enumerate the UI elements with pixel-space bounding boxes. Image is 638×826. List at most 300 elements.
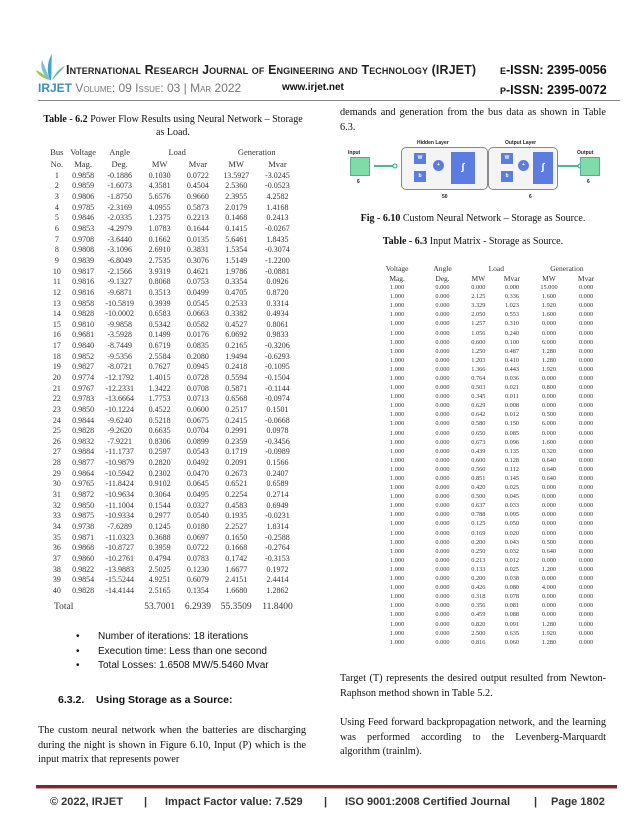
table-cell: 0.000 [435,438,450,446]
table-cell: 0.000 [435,484,450,492]
table-cell: 0.060 [504,638,520,646]
table-cell: 0.050 [504,520,520,528]
table-cell: 0.3939 [148,298,171,308]
table-cell: 0.0545 [186,298,209,308]
table-cell: 0.000 [541,374,557,382]
table-cell: 1.9494 [225,351,248,361]
table-row [372,619,604,628]
output-node [580,157,600,176]
table-cell: 0.310 [504,320,520,328]
table-cell: -11.0323 [105,532,134,542]
table-cell: 0.600 [471,338,486,346]
table-cell: 2.3955 [225,192,248,202]
table-cell: -10.5819 [105,298,134,308]
table-cell: 0.9868 [72,543,95,553]
output-size: 6 [587,179,590,185]
bullet-iterations: • Number of iterations: 18 iterations [68,630,308,645]
column-header: Mvar [503,273,521,283]
table-cell: 36 [52,543,61,553]
table-cell: 0.000 [578,629,594,637]
table-cell: 0.2359 [225,436,248,446]
table-cell: 0.000 [578,575,594,583]
table-cell: 0.0978 [266,426,289,436]
power-flow-results-table [48,146,298,618]
table-cell: 0.5594 [225,372,248,382]
table-cell: -9.9858 [107,319,132,329]
table-cell: 0.9860 [72,553,95,563]
table-cell: 0.000 [435,293,450,301]
table-cell: 15.000 [540,284,558,292]
table-cell: 0.6589 [266,479,289,489]
pissn: p-ISSN: 2395-0072 [500,83,607,97]
table-row [48,191,298,202]
table-cell: 40 [52,585,61,595]
table-row [372,383,604,392]
table-row [48,415,298,426]
output-sum-icon: + [518,160,529,171]
table-cell: -1.8750 [107,192,132,202]
table-cell: 0.3688 [148,532,171,542]
table-cell: 0.1719 [225,447,248,457]
table-row [48,447,298,458]
table-row [48,351,298,362]
table-cell: 1.000 [390,311,405,319]
hidden-sum-icon: + [433,160,444,171]
table-row [372,338,604,347]
table-cell: 0.000 [435,347,450,355]
hidden-activation-icon: ∫ [451,152,475,184]
table-cell: 0.4504 [186,181,209,191]
table-cell: 0.000 [435,611,450,619]
table-cell: -10.8727 [105,543,134,553]
table-cell: 15 [52,319,61,329]
table-cell: 0.1230 [186,564,209,574]
column-header: Mvar [577,273,595,283]
table-cell: 0.580 [471,420,486,428]
hidden-layer-label: Hidden Layer [417,140,449,146]
table-cell: 0.000 [578,302,594,310]
table-cell: 0.240 [504,329,520,337]
table-cell: 0.1415 [225,224,248,234]
table-cell: 0.8306 [148,436,171,446]
table-cell: 1.6680 [225,585,248,595]
total-label: Total [54,601,74,612]
table-cell: 0.9810 [72,319,95,329]
table-cell: 0.4583 [225,500,248,510]
table-cell: 0.9828 [72,426,95,436]
footer-separator: | [324,796,328,808]
table-cell: 0.9660 [186,192,209,202]
table-cell: 0.0675 [186,415,209,425]
table-cell: -0.6293 [265,351,290,361]
table-cell: -9.2620 [107,426,132,436]
table-cell: 35 [52,532,61,542]
table-cell: 0.9806 [72,192,95,202]
output-label: Output [577,150,594,156]
table-cell: 0.000 [578,374,594,382]
table-cell: 0.9859 [72,181,95,191]
table-cell: 1.000 [390,429,405,437]
table-cell: 0.9853 [72,224,95,234]
table-cell: 1.366 [471,365,486,373]
table-cell: 0.9785 [72,202,95,212]
table-cell: 0.000 [541,484,557,492]
table-cell: 0.6079 [186,575,209,585]
table-cell: 0.000 [435,638,450,646]
right-paragraph-1: demands and generation from the bus data as shown in Table 6.3. [340,107,606,133]
table-cell: -0.0989 [265,447,290,457]
table-cell: -11.1737 [105,447,134,457]
table-cell: 0.0492 [186,458,209,468]
irjet-logo-icon [36,52,66,82]
table-cell: 0.1668 [225,543,248,553]
table-cell: 7 [54,234,59,244]
table-cell: 0.133 [471,565,486,573]
table-cell: 0.560 [471,465,486,473]
table-cell: 0.000 [578,365,594,373]
table-cell: 0.640 [541,456,557,464]
table-cell: 17 [52,341,61,351]
table-row [48,532,298,543]
table-cell: 23 [52,404,61,414]
table-cell: 0.1662 [148,234,171,244]
table-cell: 9 [54,255,59,265]
table-row [48,362,298,373]
table-row [372,319,604,328]
table-cell: 0.000 [435,402,450,410]
table-cell: 1.000 [390,329,405,337]
table-cell: 0.250 [471,547,486,555]
table-cell: 4.2582 [266,192,289,202]
table-cell: 0.0835 [186,341,209,351]
table-cell: 0.000 [435,465,450,473]
table-cell: 1.000 [390,365,405,373]
table-row [48,585,298,596]
table-cell: 0.000 [578,538,594,546]
table-cell: 0.650 [471,429,486,437]
table-cell: 1.000 [390,511,405,519]
table-cell: 0.000 [541,611,557,619]
table-cell: 0.000 [435,556,450,564]
table-cell: 38 [52,564,61,574]
table-cell: 1.000 [390,547,405,555]
table-cell: 0.4522 [148,404,171,414]
column-header: Deg. [111,159,128,169]
table-cell: 0.0327 [186,500,209,510]
table-cell: 0.642 [471,411,486,419]
table-cell: 34 [52,521,61,531]
table-cell: 0.000 [578,293,594,301]
table-cell: 0.033 [504,502,520,510]
table-cell: 2.0179 [225,202,248,212]
table-cell: 0.8068 [148,277,171,287]
section-paragraph: The custom neural network when the batteries are discharging during the night is shown in Figure 6.10, Input (P) which is the input matrix that represents power [38,725,306,765]
table-cell: 1.000 [390,529,405,537]
table-cell: 0.000 [578,447,594,455]
table-row [48,223,298,234]
table-cell: 22 [52,394,61,404]
table-cell: 0.112 [504,465,519,473]
table-cell: 0.9783 [72,394,95,404]
table-cell: 0.080 [504,584,520,592]
table-cell: -0.1504 [265,372,290,382]
table-cell: 3 [54,192,59,202]
table-cell: 32 [52,500,61,510]
table-cell: -12.1792 [105,372,134,382]
table-cell: 0.3959 [148,543,171,553]
table-cell: 6 [54,224,59,234]
total-value: 6.2939 [184,601,211,612]
table-cell: 0.043 [504,538,520,546]
table-cell: -14.4144 [105,585,134,595]
table-cell: 2.125 [471,293,486,301]
table-cell: 0.0722 [186,170,209,180]
table-row [372,365,604,374]
table-cell: 0.000 [504,284,520,292]
table-cell: 0.0753 [186,277,209,287]
table-cell: 1.920 [541,629,557,637]
table-cell: 0.9808 [72,245,95,255]
table-cell: 0.045 [504,493,520,501]
eissn: e-ISSN: 2395-0056 [500,63,607,77]
table-cell: 0.008 [504,402,520,410]
table-cell: 2.5360 [225,181,248,191]
table-cell: 0.439 [471,447,486,455]
table-cell: 0.9872 [72,490,95,500]
table-row [372,301,604,310]
volume-text: Volume: 09 Issue: 03 | Mar 2022 [75,81,242,95]
table-cell: 0.3064 [148,490,171,500]
table-cell: 1.2862 [266,585,289,595]
table-row [48,319,298,330]
table-cell: 0.9844 [72,415,95,425]
table-cell: 0.4794 [148,553,171,563]
table-cell: 1.000 [390,638,405,646]
table-cell: 0.9817 [72,266,95,276]
table-cell: 0.443 [504,365,520,373]
table-cell: 0.9833 [266,330,289,340]
table-cell: 0.0926 [266,277,289,287]
table-row [48,298,298,309]
table-cell: 0.8720 [266,287,289,297]
table-cell: 0.0176 [186,330,209,340]
table-cell: 0.000 [435,356,450,364]
table-cell: 0.2714 [266,490,289,500]
table-cell: 1.920 [541,365,557,373]
table-cell: 0.000 [435,593,450,601]
table-cell: 5.6576 [148,192,171,202]
table-cell: 1.056 [471,329,486,337]
table-cell: -0.1144 [265,383,290,393]
table-cell: 0.000 [578,384,594,392]
table-cell: -9.6240 [107,415,132,425]
table-cell: -0.3206 [265,341,290,351]
header-row [372,263,604,273]
table-cell: 0.000 [578,493,594,501]
table-cell: -0.0523 [265,181,290,191]
table-cell: 5 [54,213,59,223]
table-cell: 25 [52,426,61,436]
table-cell: 0.081 [504,602,520,610]
table-cell: 0.9858 [72,298,95,308]
right-paragraph-2: Target (T) represents the desired output resulted from Newton-Raphson method shown in Table 5.2. [340,673,606,699]
table-cell: 0.0708 [186,383,209,393]
table-cell: 0.038 [504,575,520,583]
table-cell: 39 [52,575,61,585]
table-cell: 1.000 [390,584,405,592]
table-cell: 0.7627 [148,362,171,372]
table-row [372,283,604,292]
table-cell: 0.000 [541,393,557,401]
table-cell: 1.023 [504,302,520,310]
table-cell: 0.6635 [148,426,171,436]
table-cell: 0.096 [504,438,520,446]
table-row [372,519,604,528]
table-cell: 0.820 [471,620,486,628]
table-row [372,601,604,610]
table-cell: 0.125 [471,520,486,528]
table-cell: 0.000 [578,611,594,619]
table-cell: -10.5942 [105,468,134,478]
table-cell: 0.9877 [72,458,95,468]
table-cell: -3.6440 [107,234,132,244]
table-cell: -10.2761 [105,553,134,563]
output-layer-label: Output Layer [505,140,537,146]
column-group-header: Generation [550,263,584,273]
table-row [372,547,604,556]
table-cell: 2.2527 [225,521,248,531]
table-cell: 0.9765 [72,479,95,489]
table-cell: 1.000 [390,384,405,392]
table-cell: 5.6461 [225,234,248,244]
table-cell: 0.000 [578,411,594,419]
table-cell: 29 [52,468,61,478]
table-cell: 0.000 [578,438,594,446]
table-cell: 0.5873 [186,202,209,212]
table-label: Table - 6.3 [382,236,428,247]
table-cell: 0.000 [578,593,594,601]
table-cell: 0.095 [504,511,520,519]
table-cell: 0.3831 [186,245,209,255]
table-cell: 1.9786 [225,266,248,276]
table-cell: 0.0499 [186,287,209,297]
table-cell: 0.213 [471,556,486,564]
table-cell: 0.9822 [72,564,95,574]
column-header: MW [151,159,168,169]
footer-iso: ISO 9001:2008 Certified Journal [345,796,511,808]
table-cell: -0.0974 [265,394,290,404]
table-cell: 1.000 [390,456,405,464]
column-group-header: Angle [433,263,452,273]
table-cell: 8 [54,245,59,255]
table-cell: 0.1742 [225,553,248,563]
table-cell: -12.2331 [105,383,134,393]
table-cell: 24 [52,415,61,425]
figure-6-10-caption [340,213,606,224]
column-header: Mag. [389,273,405,283]
table-cell: 1.000 [390,465,405,473]
table-row [372,538,604,547]
table-cell: 0.4527 [225,319,248,329]
total-value: 11.8400 [262,601,293,612]
table-cell: -13.9883 [105,564,134,574]
table-cell: 1.920 [541,302,557,310]
table-cell: 0.000 [578,502,594,510]
table-cell: -1.2200 [265,255,290,265]
table-cell: 0.2213 [186,213,209,223]
table-cell: 1.280 [541,620,557,628]
table-cell: 0.336 [504,293,520,301]
table-cell: -0.3074 [265,245,290,255]
table-cell: 0.4934 [266,309,289,319]
table-cell: 19 [52,362,61,372]
table-cell: 0.000 [578,456,594,464]
table-cell: 2.6910 [148,245,171,255]
table-cell: 0.9102 [148,479,171,489]
table-row [372,556,604,565]
table-row [372,392,604,401]
output-bias-block: b [501,171,513,182]
table-cell: 0.021 [504,384,520,392]
table-cell: 0.000 [578,320,594,328]
table-cell: 0.2302 [148,468,171,478]
table-row [372,492,604,501]
table-row [372,474,604,483]
table-cell: 0.5342 [148,319,171,329]
table-cell: 0.000 [435,547,450,555]
table-row [48,436,298,447]
table-cell: 0.000 [471,284,486,292]
table-cell: 0.000 [578,620,594,628]
table-cell: 14 [52,309,61,319]
bullet-execution-time: • Execution time: Less than one second [68,645,308,660]
table-cell: 0.000 [578,311,594,319]
website-link[interactable]: www.irjet.net [282,82,344,93]
table-cell: 0.0180 [186,521,209,531]
table-cell: 0.000 [578,393,594,401]
table-cell: 2.500 [471,629,486,637]
table-cell: 0.635 [504,629,520,637]
hidden-size: 50 [442,194,448,200]
table-cell: -10.9634 [105,490,134,500]
table-cell: 0.000 [435,620,450,628]
table-cell: 0.0645 [186,479,209,489]
table-cell: 1.000 [390,411,405,419]
table-cell: 0.600 [471,456,486,464]
table-cell: 0.9681 [72,330,95,340]
table-cell: 0.000 [541,556,557,564]
table-cell: 1.000 [390,620,405,628]
table-cell: 1.0783 [148,224,171,234]
table-row [48,468,298,479]
table-cell: 1.000 [390,402,405,410]
table-cell: 0.000 [541,593,557,601]
table-cell: 0.000 [578,356,594,364]
right-paragraph-3: Using Feed forward backpropagation network, and the learning was performed according to the Levenberg-Marquardt algorithm (trainlm). [340,717,606,757]
table-cell: 0.851 [471,475,486,483]
footer-copyright: © 2022, IRJET [50,796,123,808]
footer-divider [36,785,617,789]
footer-impact-factor: Impact Factor value: 7.529 [165,796,303,808]
table-cell: 1.000 [390,520,405,528]
table-cell: 0.135 [504,447,520,455]
footer-separator: | [534,796,538,808]
column-group-header: Voltage [70,147,96,157]
table-cell: 0.000 [541,575,557,583]
table-cell: -3.1096 [107,245,132,255]
table-cell: 0.000 [435,320,450,328]
table-row [48,511,298,522]
